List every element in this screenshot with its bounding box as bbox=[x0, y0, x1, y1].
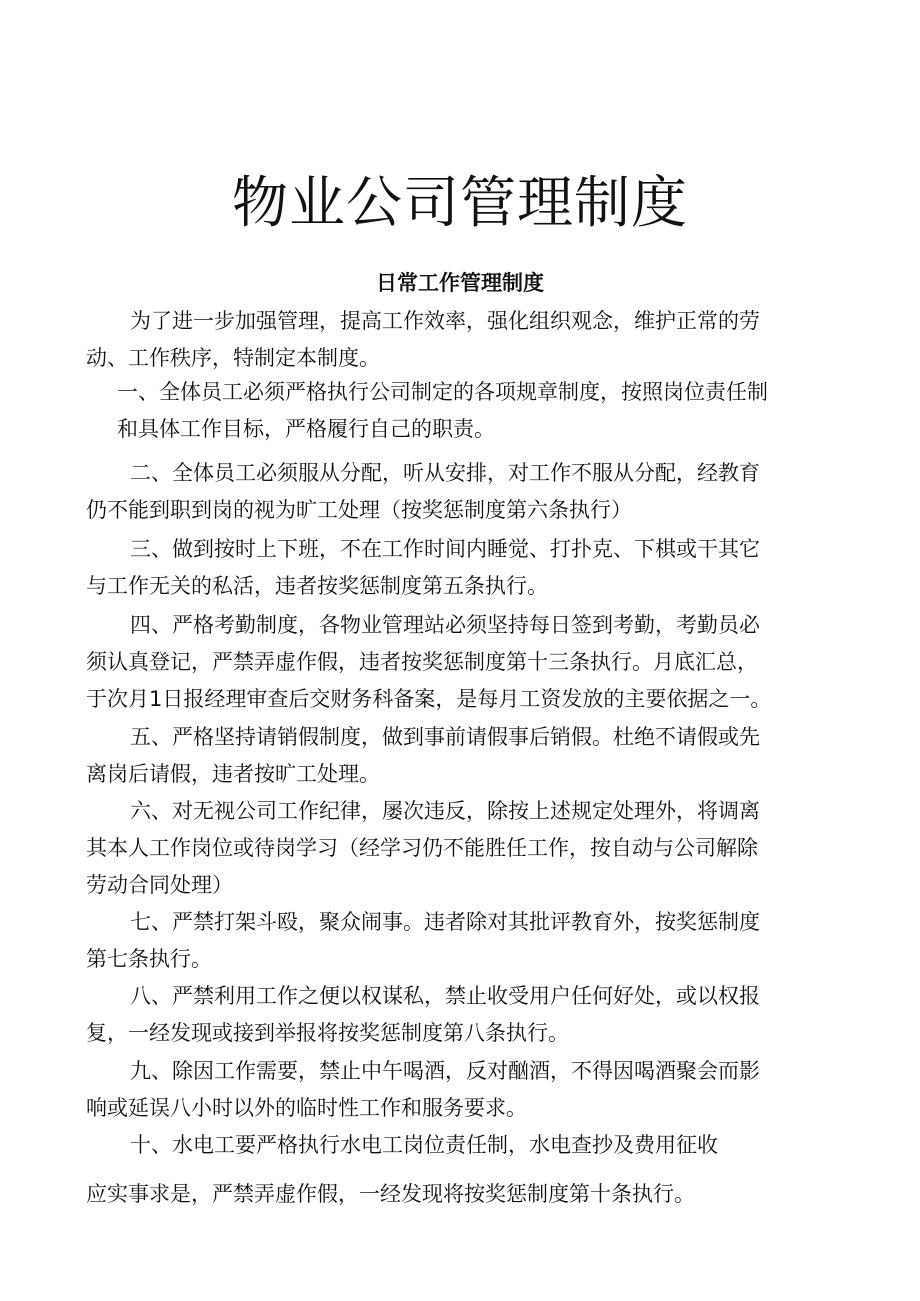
document-title: 物业公司管理制度 bbox=[232, 171, 688, 236]
paragraph-line: 七、严禁打架斗殴，聚众闹事。违者除对其批评教育外，按奖惩制度 bbox=[130, 910, 760, 934]
paragraph-rule-5 bbox=[86, 719, 842, 793]
paragraph-intro bbox=[86, 303, 842, 377]
paragraph-rule-10 bbox=[86, 1127, 842, 1213]
paragraph-line: 五、严格坚持请销假制度，做到事前请假事后销假。杜绝不请假或先 bbox=[130, 725, 760, 749]
paragraph-rule-6 bbox=[86, 793, 842, 904]
paragraph-line: 四、严格考勤制度，各物业管理站必须坚持每日签到考勤，考勤员必 bbox=[130, 613, 760, 637]
paragraph-line: 十、水电工要严格执行水电工岗位责任制，水电查抄及费用征收 bbox=[130, 1133, 718, 1157]
paragraph-line: 和具体工作目标，严格履行自己的职责。 bbox=[117, 417, 495, 441]
paragraph-line: 与工作无关的私活，违者按奖惩制度第五条执行。 bbox=[86, 574, 548, 598]
paragraph-rule-9 bbox=[86, 1053, 842, 1127]
section-subtitle: 日常工作管理制度 bbox=[376, 271, 544, 295]
paragraph-line: 三、做到按时上下班，不在工作时间内睡觉、打扑克、下棋或干其它 bbox=[130, 537, 760, 561]
paragraph-rule-4 bbox=[86, 607, 842, 718]
paragraph-line: 第七条执行。 bbox=[86, 947, 212, 971]
paragraph-line: 动、工作秩序，特制定本制度。 bbox=[86, 346, 380, 370]
paragraph-rule-1 bbox=[117, 374, 873, 448]
paragraph-line: 二、全体员工必须服从分配，听从安排，对工作不服从分配，经教育 bbox=[130, 461, 760, 485]
paragraph-line: 其本人工作岗位或待岗学习（经学习仍不能胜任工作，按自动与公司解除 bbox=[86, 836, 758, 860]
paragraph-line: 响或延误八小时以外的临时性工作和服务要求。 bbox=[86, 1096, 527, 1120]
paragraph-line: 九、除因工作需要，禁止中午喝酒，反对酗酒，不得因喝酒聚会而影 bbox=[130, 1059, 760, 1083]
paragraph-rule-3 bbox=[86, 531, 842, 605]
paragraph-rule-7 bbox=[86, 904, 842, 978]
paragraph-line: 为了进一步加强管理，提高工作效率，强化组织观念，维护正常的劳 bbox=[130, 309, 760, 333]
paragraph-line: 离岗后请假，违者按旷工处理。 bbox=[86, 762, 380, 786]
paragraph-line: 劳动合同处理） bbox=[86, 873, 233, 897]
paragraph-line: 八、严禁利用工作之便以权谋私，禁止收受用户任何好处，或以权报 bbox=[130, 984, 760, 1008]
paragraph-rule-8 bbox=[86, 978, 842, 1052]
paragraph-line: 须认真登记，严禁弄虚作假，违者按奖惩制度第十三条执行。月底汇总， bbox=[86, 650, 758, 674]
paragraph-line: 仍不能到职到岗的视为旷工处理（按奖惩制度第六条执行） bbox=[86, 498, 632, 522]
paragraph-line: 应实事求是，严禁弄虚作假，一经发现将按奖惩制度第十条执行。 bbox=[86, 1182, 695, 1206]
paragraph-line: 于次月1日报经理审查后交财务科备案，是每月工资发放的主要依据之一。 bbox=[86, 687, 772, 711]
paragraph-rule-2 bbox=[86, 455, 842, 529]
paragraph-line: 复，一经发现或接到举报将按奖惩制度第八条执行。 bbox=[86, 1021, 569, 1045]
paragraph-line: 一、全体员工必须严格执行公司制定的各项规章制度，按照岗位责任制 bbox=[117, 380, 768, 404]
paragraph-line: 六、对无视公司工作纪律，屡次违反，除按上述规定处理外，将调离 bbox=[130, 799, 760, 823]
